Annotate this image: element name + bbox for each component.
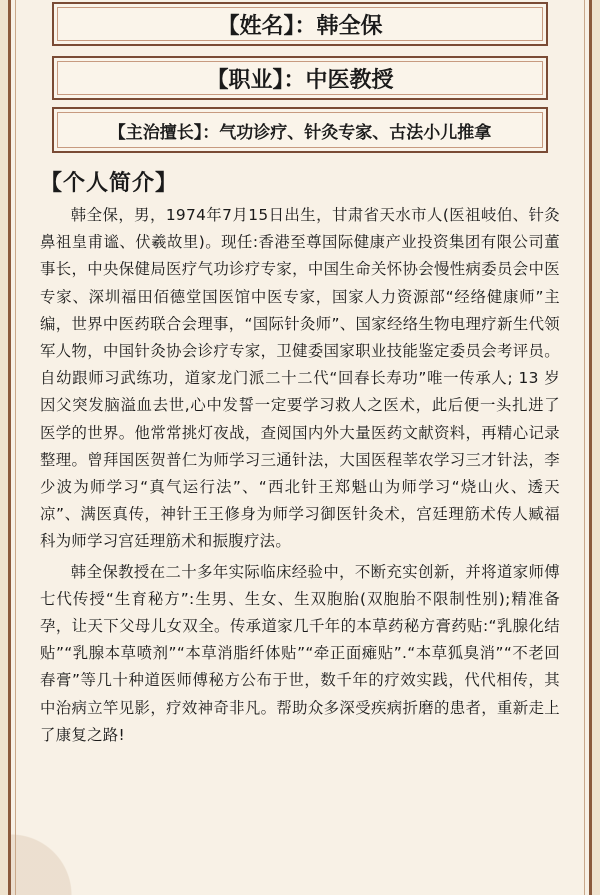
- intro-body: [40, 202, 560, 749]
- job-line: 【职业】：中医教授: [206, 67, 394, 93]
- intro-paragraph-2: 韩全保教授在二十多年实际临床经验中，不断充实创新，并将道家师傅七代传授“生育秘方”:生男、生女、生双胞胎(双胞胎不限制性别);精准备孕，让天下父母儿女双全。传承道家几千年的本草药秘方膏药贴:“乳腺化结贴”“乳腺本草喷剂”“本草消脂纤体贴”“牵正面瘫贴”.“本草狐臭消”“不老回春膏”等几十种道医师傅秘方公布于世，数千年的疗效实践，代代相传，其中治病立竿见影，疗效神奇非凡。帮助众多深受疾病折磨的患者，重新走上了康复之路!: [40, 562, 560, 744]
- name-line: 【姓名】：韩全保: [217, 13, 383, 39]
- intro-paragraph-1: 韩全保，男，1974年7月15日出生，甘肃省天水市人(医祖岐伯、针灸鼻祖皇甫谧、伏羲故里)。现任:香港至尊国际健康产业投资集团有限公司董事长，中央保健局医疗气功诊疗专家，中国生命关怀协会慢性病委员会中医专家、深圳福田佰德堂国医馆中医专家，国家人力资源部“经络健康师”主编，世界中医药联合会理事，“国际针灸师”、国家经络生物电理疗新生代领军人物，中国针灸协会诊疗专家，卫健委国家职业技能鉴定委员会考评员。自幼跟师习武练功，道家龙门派二十二代“回春长寿功”唯一传承人; 13 岁因父突发脑溢血去世,心中发誓一定要学习救人之医术，此后便一头扎进了医学的世界。他常常挑灯夜战，查阅国内外大量医药文献资料，再精心记录整理。曾拜国医贺普仁为师学习三通针法，大国医程莘农学习三才针法，李少波为师学习“真气运行法”、“西北针王郑魁山为师学习“烧山火、透天凉”、满医真传，神针王王修身为师学习御医针灸术，宫廷理筋术传人臧福科为师学习宫廷理筋术和振腹疗法。: [40, 206, 560, 551]
- intro-title: 【个人简介】: [40, 171, 179, 196]
- specialty-line: 【主治擅长】：气功诊疗、针灸专家、古法小儿推拿: [108, 122, 492, 143]
- job-box: [52, 56, 548, 100]
- specialty-box: [52, 107, 548, 153]
- name-box: [52, 2, 548, 46]
